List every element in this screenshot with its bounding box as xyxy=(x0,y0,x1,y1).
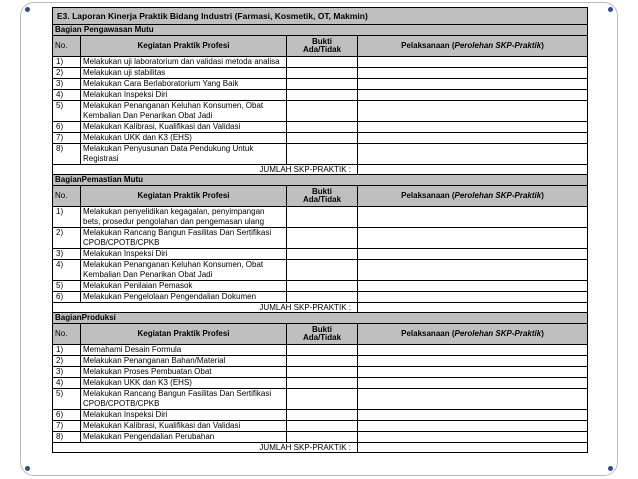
row-number: 5) xyxy=(53,281,81,292)
report-title-row xyxy=(53,8,588,25)
section-title: Bagian Pengawasan Mutu xyxy=(53,25,588,36)
row-evidence-cell[interactable] xyxy=(287,101,358,122)
total-label: JUMLAH SKP-PRAKTIK : xyxy=(53,303,358,313)
row-evidence-cell[interactable] xyxy=(287,79,358,90)
table-row xyxy=(53,228,588,249)
header-pelaksanaan-suffix: ) xyxy=(541,41,544,50)
header-pelaksanaan-italic: Perolehan SKP-Praktik xyxy=(454,41,542,50)
row-activity: Memahami Desain Formula xyxy=(81,345,287,356)
row-number: 6) xyxy=(53,410,81,421)
row-evidence-cell[interactable] xyxy=(287,57,358,68)
table-row xyxy=(53,79,588,90)
section-title: BagianProduksi xyxy=(53,313,588,324)
row-evidence-cell[interactable] xyxy=(287,207,358,228)
row-evidence-cell[interactable] xyxy=(287,228,358,249)
table-row xyxy=(53,432,588,443)
row-activity: Melakukan Cara Berlaboratorium Yang Baik xyxy=(81,79,287,90)
row-number: 3) xyxy=(53,367,81,378)
table-row xyxy=(53,410,588,421)
section-row xyxy=(53,175,588,186)
table-row xyxy=(53,389,588,410)
row-number: 1) xyxy=(53,207,81,228)
header-no: No. xyxy=(53,186,81,207)
row-number: 8) xyxy=(53,432,81,443)
column-header-row xyxy=(53,186,588,207)
row-implementation-cell[interactable] xyxy=(358,281,588,292)
row-number: 2) xyxy=(53,228,81,249)
header-bukti-line1: Bukti xyxy=(312,187,332,196)
header-bukti-line2: Ada/Tidak xyxy=(302,333,342,342)
header-kegiatan: Kegiatan Praktik Profesi xyxy=(81,36,287,57)
row-activity: Melakukan Penilaian Pemasok xyxy=(81,281,287,292)
header-bukti-line1: Bukti xyxy=(312,325,332,334)
row-evidence-cell[interactable] xyxy=(287,133,358,144)
table-row xyxy=(53,57,588,68)
row-implementation-cell[interactable] xyxy=(358,432,588,443)
row-implementation-cell[interactable] xyxy=(358,144,588,165)
total-value-cell[interactable] xyxy=(358,165,588,175)
row-activity: Melakukan UKK dan K3 (EHS) xyxy=(81,378,287,389)
header-pelaksanaan-prefix: Pelaksanaan ( xyxy=(401,41,455,50)
row-implementation-cell[interactable] xyxy=(358,292,588,303)
section-row xyxy=(53,313,588,324)
row-number: 6) xyxy=(53,122,81,133)
header-pelaksanaan-italic: Perolehan SKP-Praktik xyxy=(454,191,542,200)
table-row xyxy=(53,133,588,144)
row-number: 6) xyxy=(53,292,81,303)
table-row xyxy=(53,281,588,292)
row-number: 7) xyxy=(53,421,81,432)
row-number: 5) xyxy=(53,389,81,410)
table-row xyxy=(53,421,588,432)
row-number: 1) xyxy=(53,345,81,356)
row-number: 5) xyxy=(53,101,81,122)
header-kegiatan: Kegiatan Praktik Profesi xyxy=(81,186,287,207)
row-evidence-cell[interactable] xyxy=(287,345,358,356)
header-bukti xyxy=(287,186,358,207)
table-row xyxy=(53,378,588,389)
row-evidence-cell[interactable] xyxy=(287,281,358,292)
row-activity: Melakukan Penyusunan Data Pendukung Untuk Registrasi xyxy=(81,144,287,165)
row-evidence-cell[interactable] xyxy=(287,68,358,79)
row-evidence-cell[interactable] xyxy=(287,144,358,165)
row-activity: Melakukan Pengelolaan Pengendalian Dokumen xyxy=(81,292,287,303)
row-activity: Melakukan Inspeksi Diri xyxy=(81,90,287,101)
row-activity: Melakukan Pengendalian Perubahan xyxy=(81,432,287,443)
row-activity: Melakukan Rancang Bangun Fasilitas Dan Sertifikasi CPOB/CPOTB/CPKB xyxy=(81,228,287,249)
row-implementation-cell[interactable] xyxy=(358,68,588,79)
corner-dot-icon xyxy=(25,466,30,471)
table-row xyxy=(53,90,588,101)
header-bukti-line2: Ada/Tidak xyxy=(302,45,342,54)
row-evidence-cell[interactable] xyxy=(287,410,358,421)
header-no: No. xyxy=(53,36,81,57)
row-activity: Melakukan Rancang Bangun Fasilitas Dan Sertifikasi CPOB/CPOTB/CPKB xyxy=(81,389,287,410)
row-number: 2) xyxy=(53,68,81,79)
row-evidence-cell[interactable] xyxy=(287,122,358,133)
row-implementation-cell[interactable] xyxy=(358,378,588,389)
row-activity: Melakukan Inspeksi Diri xyxy=(81,410,287,421)
total-label: JUMLAH SKP-PRAKTIK : xyxy=(53,165,358,175)
row-activity: Melakukan Penanganan Keluhan Konsumen, Obat Kembalian Dan Penarikan Obat Jadi xyxy=(81,260,287,281)
row-implementation-cell[interactable] xyxy=(358,228,588,249)
row-implementation-cell[interactable] xyxy=(358,90,588,101)
header-pelaksanaan-suffix: ) xyxy=(541,329,544,338)
row-evidence-cell[interactable] xyxy=(287,378,358,389)
corner-dot-icon xyxy=(608,7,613,12)
total-value-cell[interactable] xyxy=(358,443,588,453)
row-evidence-cell[interactable] xyxy=(287,260,358,281)
header-pelaksanaan-prefix: Pelaksanaan ( xyxy=(401,191,455,200)
section-row xyxy=(53,25,588,36)
total-row xyxy=(53,165,588,175)
row-activity: Melakukan Penanganan Bahan/Material xyxy=(81,356,287,367)
row-number: 3) xyxy=(53,79,81,90)
row-number: 8) xyxy=(53,144,81,165)
row-number: 1) xyxy=(53,57,81,68)
table-row xyxy=(53,345,588,356)
row-activity: Melakukan UKK dan K3 (EHS) xyxy=(81,133,287,144)
column-header-row xyxy=(53,324,588,345)
row-activity: Melakukan uji laboratorium dan validasi metoda analisa xyxy=(81,57,287,68)
header-pelaksanaan xyxy=(358,186,588,207)
header-bukti xyxy=(287,324,358,345)
row-implementation-cell[interactable] xyxy=(358,345,588,356)
corner-dot-icon xyxy=(608,466,613,471)
header-no: No. xyxy=(53,324,81,345)
table-row xyxy=(53,101,588,122)
row-number: 2) xyxy=(53,356,81,367)
header-pelaksanaan xyxy=(358,324,588,345)
header-bukti-line1: Bukti xyxy=(312,37,332,46)
row-implementation-cell[interactable] xyxy=(358,389,588,410)
row-implementation-cell[interactable] xyxy=(358,101,588,122)
row-implementation-cell[interactable] xyxy=(358,133,588,144)
table-row xyxy=(53,249,588,260)
header-pelaksanaan xyxy=(358,36,588,57)
row-activity: Melakukan Proses Pembuatan Obat xyxy=(81,367,287,378)
table-row xyxy=(53,356,588,367)
row-evidence-cell[interactable] xyxy=(287,367,358,378)
row-number: 4) xyxy=(53,378,81,389)
corner-dot-icon xyxy=(25,7,30,12)
header-pelaksanaan-prefix: Pelaksanaan ( xyxy=(401,329,455,338)
row-implementation-cell[interactable] xyxy=(358,410,588,421)
row-implementation-cell[interactable] xyxy=(358,356,588,367)
row-activity: Melakukan Kalibrasi, Kualifikasi dan Validasi xyxy=(81,122,287,133)
total-value-cell[interactable] xyxy=(358,303,588,313)
header-bukti xyxy=(287,36,358,57)
row-evidence-cell[interactable] xyxy=(287,292,358,303)
row-activity: Melakukan Inspeksi Diri xyxy=(81,249,287,260)
table-row xyxy=(53,122,588,133)
row-implementation-cell[interactable] xyxy=(358,122,588,133)
header-pelaksanaan-italic: Perolehan SKP-Praktik xyxy=(454,329,542,338)
row-implementation-cell[interactable] xyxy=(358,79,588,90)
row-evidence-cell[interactable] xyxy=(287,421,358,432)
total-row xyxy=(53,303,588,313)
row-implementation-cell[interactable] xyxy=(358,249,588,260)
table-row xyxy=(53,292,588,303)
row-number: 4) xyxy=(53,90,81,101)
section-title: BagianPemastian Mutu xyxy=(53,175,588,186)
row-activity: Melakukan uji stabilitas xyxy=(81,68,287,79)
table-row xyxy=(53,207,588,228)
row-implementation-cell[interactable] xyxy=(358,421,588,432)
row-number: 4) xyxy=(53,260,81,281)
header-pelaksanaan-suffix: ) xyxy=(541,191,544,200)
report-title: E3. Laporan Kinerja Praktik Bidang Industri (Farmasi, Kosmetik, OT, Makmin) xyxy=(53,8,588,25)
table-row xyxy=(53,144,588,165)
row-evidence-cell[interactable] xyxy=(287,432,358,443)
row-evidence-cell[interactable] xyxy=(287,356,358,367)
header-kegiatan: Kegiatan Praktik Profesi xyxy=(81,324,287,345)
row-implementation-cell[interactable] xyxy=(358,367,588,378)
row-activity: Melakukan Penanganan Keluhan Konsumen, Obat Kembalian Dan Penarikan Obat Jadi xyxy=(81,101,287,122)
table-row xyxy=(53,367,588,378)
total-row xyxy=(53,443,588,453)
row-number: 3) xyxy=(53,249,81,260)
row-evidence-cell[interactable] xyxy=(287,90,358,101)
row-evidence-cell[interactable] xyxy=(287,249,358,260)
header-bukti-line2: Ada/Tidak xyxy=(302,195,342,204)
table-row xyxy=(53,68,588,79)
row-activity: Melakukan Kalibrasi, Kualifikasi dan Validasi xyxy=(81,421,287,432)
column-header-row xyxy=(53,36,588,57)
row-implementation-cell[interactable] xyxy=(358,260,588,281)
total-label: JUMLAH SKP-PRAKTIK : xyxy=(53,443,358,453)
row-implementation-cell[interactable] xyxy=(358,57,588,68)
row-number: 7) xyxy=(53,133,81,144)
row-implementation-cell[interactable] xyxy=(358,207,588,228)
row-evidence-cell[interactable] xyxy=(287,389,358,410)
skp-practice-report-table xyxy=(52,7,588,453)
table-row xyxy=(53,260,588,281)
row-activity: Melakukan penyelidikan kegagalan, penyimpangan bets, prosedur pengolahan dan pengemasan ulang xyxy=(81,207,287,228)
